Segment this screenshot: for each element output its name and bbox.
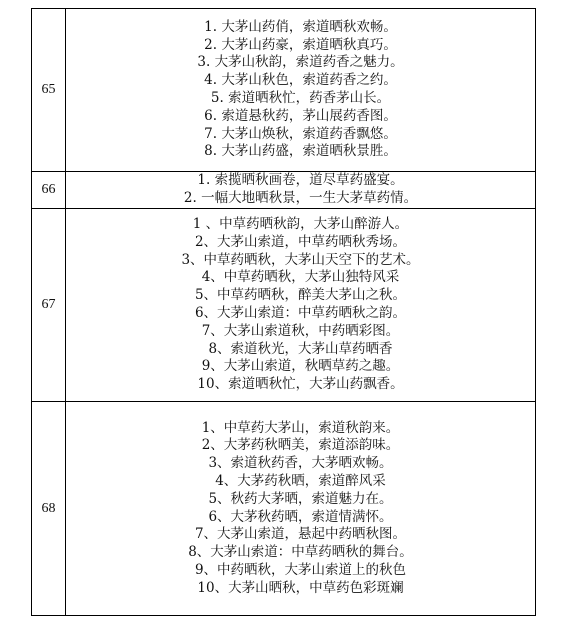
slogan-line: 2. 一幅大地晒秋景，一生大茅草药情。 [183,190,418,206]
slogan-line: 3. 大茅山秋韵，索道药香之魅力。 [197,54,404,71]
entry-lines [66,402,536,616]
entry-lines [66,9,536,172]
slogan-line: 8、大茅山索道：中草药晒秋的舞台。 [188,544,413,561]
slogan-line: 5、中草药晒秋，醉美大茅山之秋。 [194,287,407,304]
slogan-line: 6、大茅山索道：中草药晒秋之韵。 [194,305,407,321]
slogan-line: 9、大茅山索道，秋晒草药之趣。 [201,358,400,375]
slogan-line: 6、大茅秋药晒，索道情满怀。 [208,508,393,525]
entry-lines [66,209,536,402]
table-row [32,402,536,616]
table-row [32,9,536,172]
table-row [32,172,536,209]
entry-number: 67 [32,209,66,402]
entry-number: 66 [32,172,66,209]
slogan-line: 8. 大茅山药盛，索道晒秋景胜。 [204,143,397,160]
slogan-line: 9、中药晒秋，大茅山索道上的秋色 [194,561,407,578]
entries-table [31,8,536,616]
slogan-line: 7. 大茅山焕秋，索道药香飘悠。 [204,125,397,142]
slogan-line: 2、大茅药秋晒美，索道添韵味。 [201,437,400,454]
slogan-line: 1. 索揽晒秋画卷，道尽草药盛宴。 [197,172,404,189]
slogan-line: 10、索道晒秋忙，大茅山药飘香。 [197,376,404,393]
slogan-line: 1. 大茅山药俏，索道晒秋欢畅。 [204,18,397,35]
slogan-line: 5、秋药大茅晒，索道魅力在。 [208,490,393,507]
slogan-line: 1、中草药大茅山，索道秋韵来。 [201,419,400,436]
slogan-line: 3、中草药晒秋，大茅山天空下的艺术。 [181,251,420,268]
entry-number: 65 [32,9,66,172]
entry-number: 68 [32,402,66,616]
slogan-line: 6. 索道悬秋药，茅山展药香图。 [204,107,397,124]
slogan-line: 2、大茅山索道，中草药晒秋秀场。 [194,233,407,250]
slogan-line: 4、中草药晒秋，大茅山独特风采 [201,269,400,286]
slogan-line: 2. 大茅山药豪，索道晒秋真巧。 [204,36,397,53]
slogan-line: 3、索道秋药香，大茅晒欢畅。 [208,455,393,472]
slogan-line: 1 、中草药晒秋韵，大茅山醉游人。 [192,216,409,233]
entry-lines [66,172,536,209]
slogan-line: 7、大茅山索道，悬起中药晒秋图。 [194,526,407,543]
slogan-line: 4、大茅药秋晒，索道醉风采 [215,472,386,489]
slogan-line: 4. 大茅山秋色，索道药香之约。 [204,72,397,89]
slogan-line: 8、索道秋光，大茅山草药晒香 [208,340,393,357]
slogan-line: 5. 索道晒秋忙，药香茅山长。 [210,90,391,106]
slogan-line: 10、大茅山晒秋，中草药色彩斑斓 [197,579,404,596]
table-row [32,209,536,402]
slogan-line: 7、大茅山索道秋，中药晒彩图。 [201,322,400,339]
